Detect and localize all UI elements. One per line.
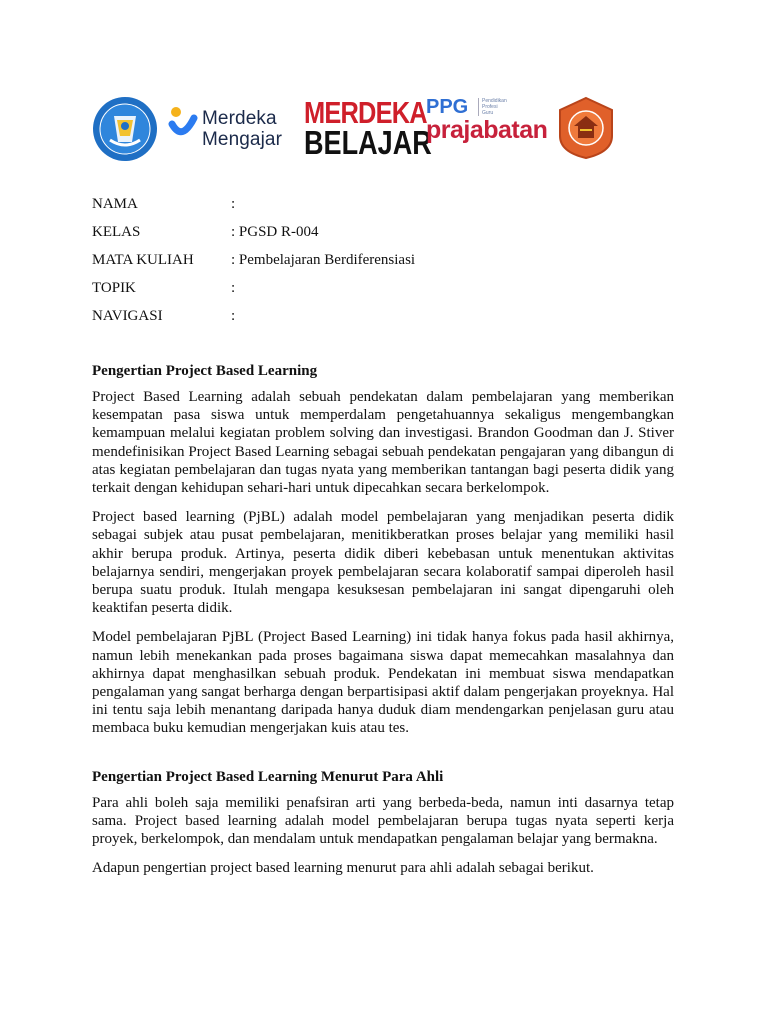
document-body [92, 362, 674, 888]
merdeka-belajar-wordmark [304, 95, 432, 161]
identity-row-topik [92, 280, 492, 308]
paragraph: Adapun pengertian project based learning menurut para ahli adalah sebagai berikut. [92, 860, 594, 877]
identity-label: MATA KULIAH [92, 252, 194, 268]
identity-row-kelas [92, 224, 492, 252]
merdeka-belajar-logo [304, 95, 432, 161]
identity-value: : Pembelajaran Berdiferensiasi [231, 252, 416, 268]
prajabatan-label: prajabatan [426, 116, 548, 144]
ppg-subtitle [478, 98, 507, 116]
tut-wuri-handayani-logo [92, 96, 158, 162]
identity-value: : PGSD R-004 [231, 224, 319, 240]
ppg-subtitle-line3: Guru [482, 110, 494, 116]
identity-label: NAVIGASI [92, 308, 163, 324]
identity-label: TOPIK [92, 280, 136, 296]
section-heading: Pengertian Project Based Learning [92, 363, 318, 379]
paragraph: Project based learning (PjBL) adalah model pembelajaran yang menjadikan peserta didik sebagai subjek atau pusat pembelajaran, menitikberatkan proses belajar yang memiliki hasil akhir berupa produk. Artinya, peserta didik diberi kebebasan untuk menentukan aktivitas belajarnya sendiri, mengerjakan proyek pembelajaran secara kolaboratif sampai diperoleh hasil berupa suatu produk. Itulah mengapa kesuksesan pembelajaran ini sangat dipengaruhi oleh keaktifan peserta didik. [92, 509, 674, 617]
paragraph: Project Based Learning adalah sebuah pendekatan dalam pembelajaran yang memberikan kesempatan pasa siswa untuk memperdalam pengetahuannya sekaligus mengembangkan kemampuan melalui kegiatan problem solving dan investigasi. Brandon Goodman dan J. Stiver mendefinisikan Project Based Learning sebagai sebuah pendekatan pengajaran yang dibangun di atas kegiatan pembelajaran dan tugas nyata yang memberikan tantangan bagi peserta didik yang terkait dengan kehidupan sehari-hari untuk dipecahkan secara berkelompok. [92, 389, 674, 497]
header-logos [92, 92, 632, 164]
ppg-subtitle-line2: Profesi [482, 104, 498, 110]
identity-row-mata-kuliah [92, 252, 492, 280]
merdeka-mengajar-line1: Merdeka [202, 108, 277, 129]
identity-block [92, 196, 492, 336]
paragraph: Para ahli boleh saja memiliki penafsiran arti yang berbeda-beda, namun inti dasarnya tetap sama. Project based learning adalah model pembelajaran berupa tugas nyata seperti kerja proyek, berkelompok, dan mendalam untuk mendapatkan pengalaman belajar yang bermakna. [92, 794, 674, 848]
merdeka-belajar-line1: MERDEKA [304, 95, 427, 130]
identity-value: : [231, 280, 236, 296]
merdeka-mengajar-wordmark [202, 108, 282, 150]
ppg-label: PPG [426, 96, 469, 118]
ppg-subtitle-line1: Pendidikan [482, 98, 507, 104]
merdeka-mengajar-logo [168, 102, 288, 154]
merdeka-mengajar-mark-icon [168, 102, 198, 152]
university-emblem-logo [554, 96, 618, 160]
identity-row-nama [92, 196, 492, 224]
merdeka-belajar-line2: BELAJAR [304, 124, 432, 161]
identity-value: : [231, 308, 236, 324]
ppg-prajabatan-logo [426, 96, 550, 154]
section-heading: Pengertian Project Based Learning Menurut Para Ahli [92, 768, 444, 785]
identity-label: NAMA [92, 196, 138, 212]
merdeka-mengajar-line2: Mengajar [202, 129, 283, 150]
identity-value: : [231, 196, 236, 212]
identity-row-navigasi [92, 308, 492, 336]
identity-label: KELAS [92, 224, 141, 240]
paragraph: Model pembelajaran PjBL (Project Based Learning) ini tidak hanya fokus pada hasil akhirnya, namun lebih menekankan pada proses bagaimana siswa dapat memecahkan masalahnya dan akhirnya dapat menghasilkan sebuah produk. Pendekatan ini membuat siswa mendapatkan pengalaman yang sangat berharga dengan berpartisipasi aktif dalam pengerjakan proyeknya. Hal ini tentu saja lebih menantang daripada hanya duduk diam mendengarkan penjelasan guru atau membaca buku kemudian mengerjakan kuis atau tes. [92, 629, 674, 737]
